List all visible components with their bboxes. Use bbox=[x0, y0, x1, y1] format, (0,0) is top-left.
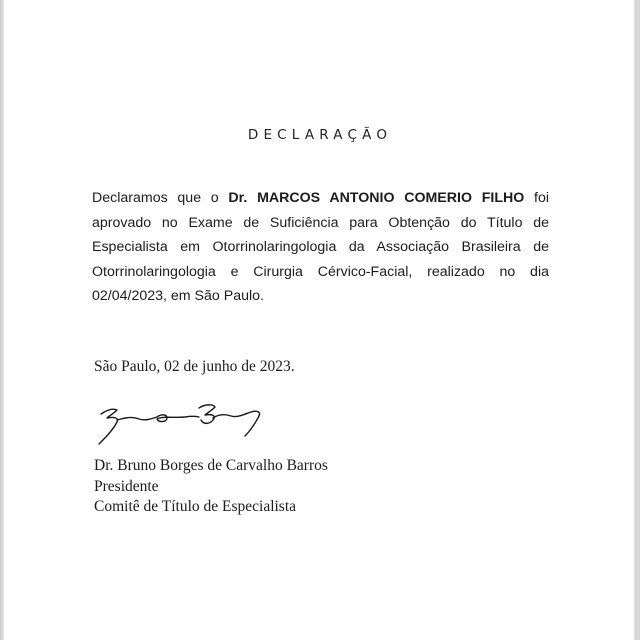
declaration-intro: Declaramos que o bbox=[92, 190, 229, 206]
signer-committee: Comitê de Título de Especialista bbox=[94, 498, 297, 515]
candidate-name: Dr. MARCOS ANTONIO COMERIO FILHO bbox=[228, 190, 525, 206]
document-title: DECLARAÇÃO bbox=[247, 127, 393, 143]
signer-name: Dr. Bruno Borges de Carvalho Barros bbox=[94, 457, 328, 474]
document-page bbox=[4, 0, 633, 640]
signer-role: Presidente bbox=[94, 478, 159, 495]
page-right-edge bbox=[634, 0, 640, 640]
signature-icon bbox=[95, 400, 270, 450]
place-date: São Paulo, 02 de junho de 2023. bbox=[94, 358, 295, 375]
declaration-paragraph bbox=[92, 186, 549, 309]
declaration-rest: foi aprovado no Exame de Suficiência para Obtenção do Título de Especialista em Otorrinolaringologia da Associação Brasileira de Otorrinolaringologia e Cirurgia Cérvico-Facial, realizado no dia 02/04/2023, em São Paulo. bbox=[92, 190, 549, 304]
